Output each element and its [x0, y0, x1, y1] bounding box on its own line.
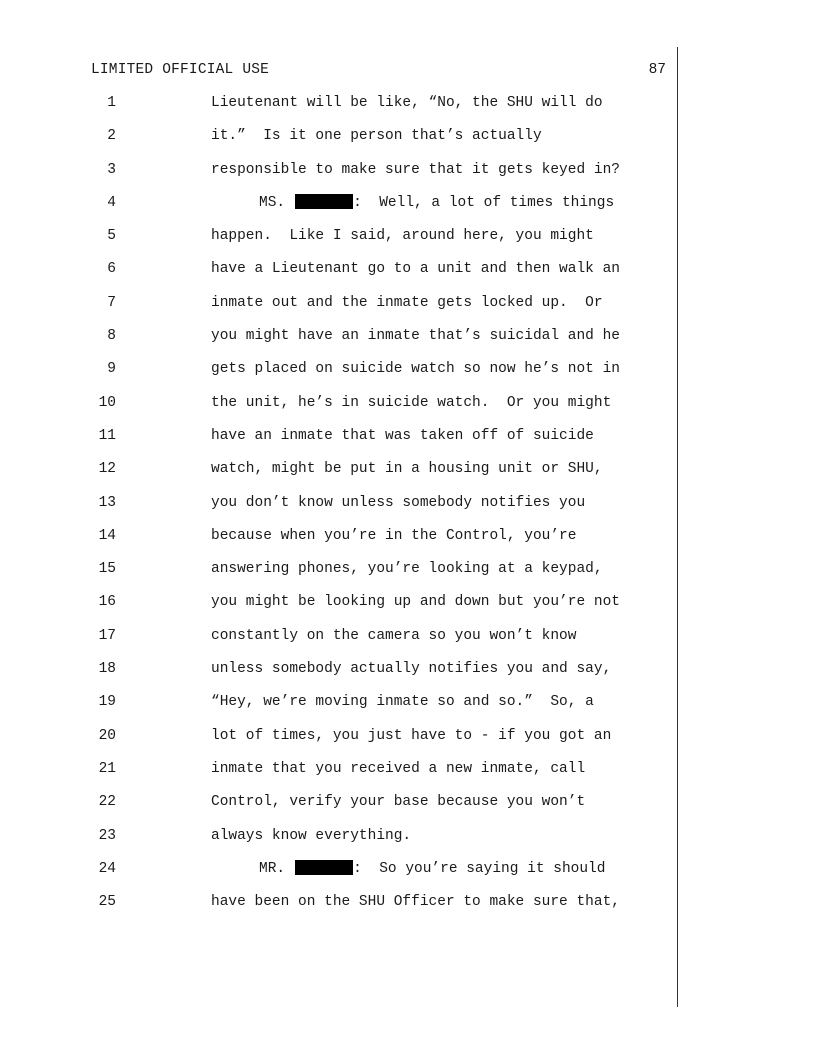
line-text: “Hey, we’re moving inmate so and so.” So, a — [211, 694, 594, 711]
transcript-line — [0, 327, 816, 360]
transcript-line — [0, 893, 816, 926]
line-number: 2 — [107, 128, 116, 145]
line-text: always know everything. — [211, 827, 412, 844]
line-number: 11 — [98, 427, 116, 444]
line-number: 13 — [98, 494, 116, 511]
line-text: you don’t know unless somebody notifies you — [211, 494, 586, 511]
line-number: 16 — [98, 594, 116, 611]
transcript-line — [0, 693, 816, 726]
transcript-line — [0, 860, 816, 893]
transcript-line — [0, 660, 816, 693]
redaction-box — [295, 860, 353, 875]
line-text: lot of times, you just have to - if you got an — [211, 727, 612, 744]
line-number: 20 — [98, 727, 116, 744]
line-number: 5 — [107, 228, 116, 245]
line-text: it.” Is it one person that’s actually — [211, 128, 542, 145]
line-number: 19 — [98, 694, 116, 711]
line-number: 15 — [98, 561, 116, 578]
page-number: 87 — [648, 62, 666, 78]
transcript-line — [0, 360, 816, 393]
line-number: 10 — [98, 394, 116, 411]
line-number: 24 — [98, 860, 116, 877]
transcript-line — [0, 793, 816, 826]
transcript-line — [0, 127, 816, 160]
line-number: 8 — [107, 328, 116, 345]
transcript-line — [0, 161, 816, 194]
speaker-line-text — [259, 860, 605, 878]
line-number: 21 — [98, 760, 116, 777]
line-text: Lieutenant will be like, “No, the SHU will do — [211, 95, 603, 111]
transcript-line — [0, 593, 816, 626]
transcript-body — [0, 94, 816, 926]
line-number: 12 — [98, 461, 116, 478]
transcript-line — [0, 260, 816, 293]
line-text: the unit, he’s in suicide watch. Or you might — [211, 394, 612, 411]
speaker-label: MR. — [259, 860, 286, 877]
line-text: Control, verify your base because you won’t — [211, 794, 586, 811]
line-number: 17 — [98, 627, 116, 644]
line-text: because when you’re in the Control, you’re — [211, 527, 577, 544]
line-number: 7 — [107, 294, 116, 311]
line-text: : Well, a lot of times things — [353, 194, 615, 211]
line-number: 3 — [107, 161, 116, 178]
transcript-line — [0, 94, 816, 127]
line-text: gets placed on suicide watch so now he’s not in — [211, 361, 620, 378]
line-text: responsible to make sure that it gets keyed in? — [211, 161, 620, 178]
line-text: inmate that you received a new inmate, call — [211, 760, 586, 777]
line-number: 4 — [107, 194, 116, 211]
classification-header: LIMITED OFFICIAL USE — [91, 62, 270, 78]
line-text: unless somebody actually notifies you and say, — [211, 661, 612, 678]
transcript-line — [0, 627, 816, 660]
line-text: constantly on the camera so you won’t know — [211, 627, 577, 644]
line-number: 23 — [98, 827, 116, 844]
transcript-line — [0, 494, 816, 527]
line-number: 14 — [98, 527, 116, 544]
line-text: have a Lieutenant go to a unit and then walk an — [211, 261, 620, 278]
transcript-line — [0, 294, 816, 327]
speaker-line-text — [259, 194, 614, 212]
transcript-line — [0, 560, 816, 593]
line-text: inmate out and the inmate gets locked up. Or — [211, 294, 603, 311]
line-text: happen. Like I said, around here, you might — [211, 228, 594, 245]
transcript-line — [0, 394, 816, 427]
transcript-line — [0, 760, 816, 793]
transcript-line — [0, 227, 816, 260]
line-text: answering phones, you’re looking at a keypad, — [211, 561, 603, 578]
speaker-label: MS. — [259, 194, 286, 211]
line-text: have been on the SHU Officer to make sure that, — [211, 894, 620, 911]
line-number: 22 — [98, 794, 116, 811]
line-number: 18 — [98, 661, 116, 678]
transcript-line — [0, 427, 816, 460]
transcript-line — [0, 194, 816, 227]
line-text: watch, might be put in a housing unit or SHU, — [211, 461, 603, 478]
transcript-line — [0, 727, 816, 760]
transcript-line — [0, 460, 816, 493]
line-text: you might have an inmate that’s suicidal and he — [211, 328, 620, 345]
line-number: 9 — [107, 361, 116, 378]
line-number: 1 — [107, 95, 116, 111]
line-text: have an inmate that was taken off of suicide — [211, 427, 594, 444]
redaction-box — [295, 194, 353, 209]
line-number: 6 — [107, 261, 116, 278]
line-text: : So you’re saying it should — [353, 860, 606, 877]
transcript-line — [0, 827, 816, 860]
line-number: 25 — [98, 894, 116, 911]
transcript-line — [0, 527, 816, 560]
line-text: you might be looking up and down but you’re not — [211, 594, 620, 611]
